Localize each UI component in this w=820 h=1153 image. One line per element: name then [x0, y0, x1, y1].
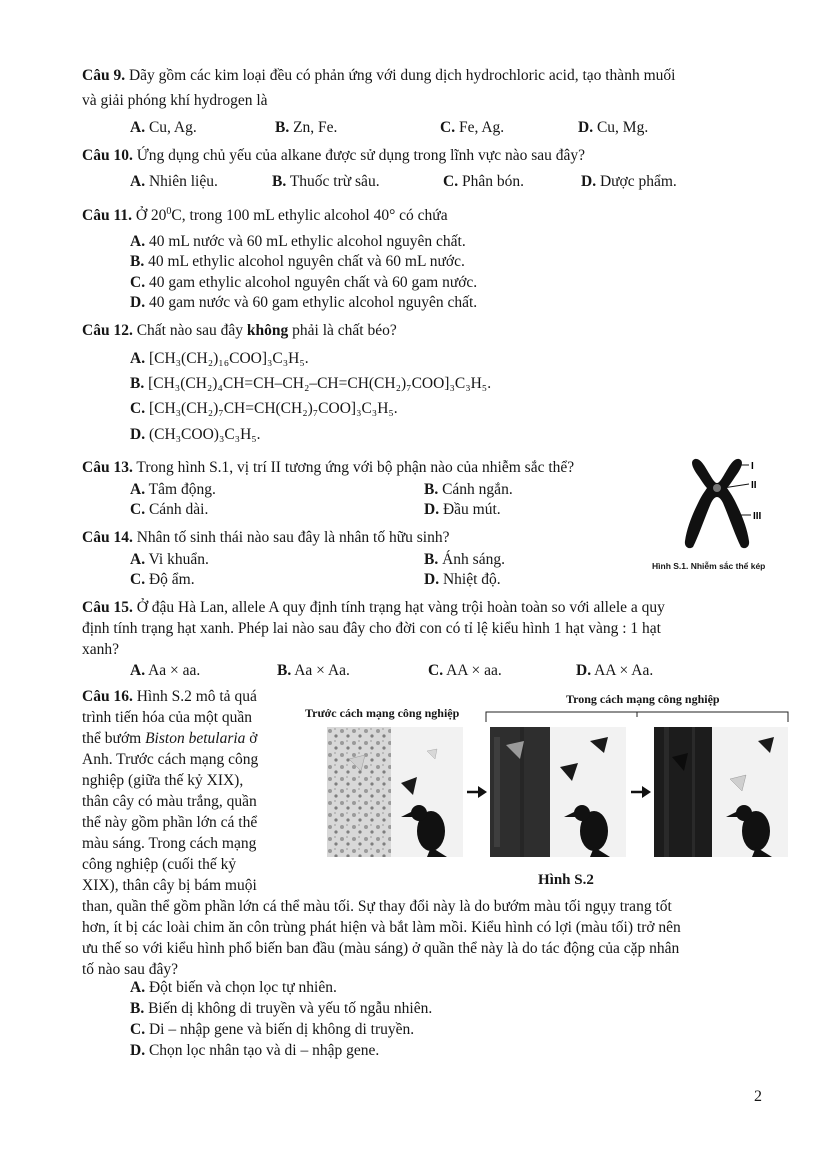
- option-text: Độ ẩm.: [145, 571, 195, 588]
- option-key: A.: [130, 551, 146, 568]
- q12-option-b[interactable]: [130, 374, 491, 394]
- q9-text-1: Dãy gồm các kim loại đều có phản ứng với dung dịch hydrochloric acid, tạo thành muối: [125, 67, 676, 84]
- q12-option-c[interactable]: [130, 399, 398, 419]
- option-key: B.: [130, 1000, 145, 1017]
- option-text: 40 mL ethylic alcohol nguyên chất và 60 mL nước.: [144, 253, 465, 270]
- option-key: A.: [130, 979, 146, 996]
- option-text: 40 gam ethylic alcohol nguyên chất và 60 gam nước.: [145, 274, 478, 291]
- q15-line1: [82, 598, 665, 618]
- q14-option-c[interactable]: [130, 570, 195, 590]
- q16-text: Hình S.2 mô tả quá: [132, 688, 257, 705]
- q12-text-post: phải là chất béo?: [288, 322, 397, 339]
- option-key: B.: [130, 375, 145, 392]
- chromosome-label-3: III: [753, 511, 762, 522]
- q12-option-a[interactable]: [130, 349, 309, 369]
- q14-stem: [82, 528, 449, 548]
- q14-option-a[interactable]: [130, 550, 209, 570]
- q13-label: Câu 13.: [82, 459, 133, 476]
- q15-option-d[interactable]: [576, 661, 653, 681]
- q10-text: Ứng dụng chủ yếu của alkane được sử dụng trong lĩnh vực nào sau đây?: [132, 147, 586, 164]
- option-key: B.: [424, 551, 439, 568]
- figure-s2-before-label: Trước cách mạng công nghiệp: [305, 706, 460, 720]
- option-text: Cánh ngắn.: [438, 481, 513, 498]
- q11-option-b[interactable]: [130, 252, 465, 272]
- option-key: D.: [424, 571, 440, 588]
- q11-option-d[interactable]: [130, 293, 477, 313]
- q10-option-c[interactable]: [443, 172, 524, 192]
- q16-line-11: than, quần thể gồm phần lớn cá thể màu tối. Sự thay đổi này là do bướm màu tối ngụy trang tốt: [82, 898, 672, 915]
- q12-option-d[interactable]: [130, 425, 261, 445]
- q9-option-d[interactable]: [578, 118, 648, 138]
- q15-text-1: Ở đậu Hà Lan, allele A quy định tính trạng hạt vàng trội hoàn toàn so với allele a quy: [132, 599, 665, 616]
- option-key: B.: [130, 253, 145, 270]
- option-key: A.: [130, 662, 146, 679]
- option-key: D.: [130, 1042, 146, 1059]
- q13-option-c[interactable]: [130, 500, 208, 520]
- option-key: A.: [130, 481, 146, 498]
- q15-option-c[interactable]: [428, 661, 502, 681]
- q16-option-b[interactable]: [130, 999, 432, 1019]
- q16-label: Câu 16.: [82, 688, 133, 705]
- q14-option-b[interactable]: [424, 550, 505, 570]
- option-formula: (CH₃COO)₃C₃H₅.: [148, 426, 261, 443]
- q9-label: Câu 9.: [82, 67, 126, 84]
- q9-option-a[interactable]: [130, 118, 197, 138]
- q15-line2: định tính trạng hạt xanh. Phép lai nào sau đây cho đời con có tỉ lệ kiểu hình 1 hạt vàng : 1 hạt: [82, 620, 661, 637]
- figure-s2-panel-during-2: [654, 727, 788, 857]
- option-formula: [CH₃(CH₂)₇CH=CH(CH₂)₇COO]₃C₃H₅.: [148, 400, 398, 417]
- q13-option-b[interactable]: [424, 480, 513, 500]
- page-number: 2: [754, 1088, 762, 1105]
- q16-line-9: công nghiệp (cuối thế kỷ: [82, 856, 237, 873]
- option-text: Dược phẩm.: [596, 173, 677, 190]
- q11-text-pre: Ở 20: [131, 207, 167, 224]
- option-text: Đột biến và chọn lọc tự nhiên.: [145, 979, 337, 996]
- q16-line-1: [82, 687, 257, 707]
- option-key: B.: [277, 662, 292, 679]
- option-text: AA × Aa.: [591, 662, 654, 679]
- q15-option-b[interactable]: [277, 661, 350, 681]
- arrow-right-icon: [466, 785, 488, 799]
- q16-option-d[interactable]: [130, 1041, 379, 1061]
- option-text: Vi khuẩn.: [145, 551, 209, 568]
- q11-option-a[interactable]: [130, 232, 466, 252]
- q14-label: Câu 14.: [82, 529, 133, 546]
- option-key: A.: [130, 173, 146, 190]
- option-text: Zn, Fe.: [289, 119, 338, 136]
- q13-text: Trong hình S.1, vị trí II tương ứng với bộ phận nào của nhiễm sắc thể?: [132, 459, 575, 476]
- q16-line-2: trình tiến hóa của một quần: [82, 709, 253, 726]
- q12-text-pre: Chất nào sau đây: [132, 322, 247, 339]
- q11-superscript: 0: [166, 206, 172, 217]
- option-key: C.: [130, 400, 146, 417]
- option-key: A.: [130, 350, 146, 367]
- option-key: A.: [130, 119, 146, 136]
- option-key: C.: [130, 501, 146, 518]
- figure-s2-panel-during-1: [490, 727, 626, 857]
- option-key: C.: [440, 119, 456, 136]
- q13-option-d[interactable]: [424, 500, 501, 520]
- figure-s2-panel-before: [327, 727, 463, 857]
- option-key: D.: [130, 426, 146, 443]
- q16-line-14: tố nào sau đây?: [82, 961, 178, 978]
- option-formula: [CH₃(CH₂)₄CH=CH–CH₂–CH=CH(CH₂)₇COO]₃C₃H₅.: [148, 375, 492, 392]
- option-text: Thuốc trừ sâu.: [286, 173, 380, 190]
- option-key: C.: [428, 662, 444, 679]
- light-tree-trunk: [327, 727, 391, 857]
- q15-option-a[interactable]: [130, 661, 200, 681]
- q15-label: Câu 15.: [82, 599, 133, 616]
- q16-line-6: thân cây có màu trắng, quần: [82, 793, 257, 810]
- q10-label: Câu 10.: [82, 147, 133, 164]
- q9-option-c[interactable]: [440, 118, 504, 138]
- centromere-marker: [713, 484, 721, 492]
- option-key: C.: [443, 173, 459, 190]
- option-text: Đầu mút.: [439, 501, 501, 518]
- q9-option-b[interactable]: [275, 118, 337, 138]
- option-key: D.: [581, 173, 597, 190]
- option-key: D.: [576, 662, 592, 679]
- chromosome-shape: [685, 459, 749, 548]
- q10-option-d[interactable]: [581, 172, 677, 192]
- chromosome-label-1: I: [751, 461, 754, 472]
- q16-line-4: Anh. Trước cách mạng công: [82, 751, 259, 768]
- q16-line-13: ưu thế so với kiểu hình phổ biến ban đầu (màu sáng) ở quần thể này là do tác động của cặp nhân: [82, 940, 680, 957]
- q10-stem: [82, 146, 585, 166]
- chromosome-label-2: II: [751, 480, 757, 491]
- q14-option-d[interactable]: [424, 570, 501, 590]
- option-key: D.: [130, 294, 146, 311]
- option-key: D.: [578, 119, 594, 136]
- option-text: Aa × aa.: [145, 662, 201, 679]
- q11-label: Câu 11.: [82, 207, 132, 224]
- q10-option-a[interactable]: [130, 172, 218, 192]
- option-formula: [CH₃(CH₂)₁₆COO]₃C₃H₅.: [148, 350, 309, 367]
- q11-text-post: C, trong 100 mL ethylic alcohol 40° có chứa: [171, 207, 448, 224]
- q16-line-12: hơn, ít bị các loài chim ăn côn trùng phát hiện và bắt làm mồi. Kiểu hình có lợi (màu tối) trở nên: [82, 919, 681, 936]
- option-text: 40 mL nước và 60 mL ethylic alcohol nguyên chất.: [145, 233, 466, 250]
- chromosome-figure: [675, 455, 785, 555]
- option-text: Cu, Mg.: [593, 119, 649, 136]
- option-text: Aa × Aa.: [291, 662, 350, 679]
- q12-emphasis: không: [246, 322, 289, 339]
- q16-species-name: Biston betularia: [145, 730, 246, 747]
- option-text: 40 gam nước và 60 gam ethylic alcohol nguyên chất.: [145, 294, 478, 311]
- option-text: Nhiên liệu.: [145, 173, 218, 190]
- q11-option-c[interactable]: [130, 273, 477, 293]
- option-text: Cánh dài.: [145, 501, 209, 518]
- option-key: B.: [275, 119, 290, 136]
- q16-text: ở: [245, 730, 258, 747]
- figure-s2-bracket: [484, 708, 790, 724]
- option-text: Nhiệt độ.: [439, 571, 501, 588]
- option-text: Phân bón.: [458, 173, 524, 190]
- option-text: Cu, Ag.: [145, 119, 197, 136]
- q15-line3: xanh?: [82, 641, 120, 658]
- q16-line-3: [82, 729, 258, 749]
- q16-option-c[interactable]: [130, 1020, 414, 1040]
- option-key: A.: [130, 233, 146, 250]
- q12-label: Câu 12.: [82, 322, 133, 339]
- option-key: D.: [424, 501, 440, 518]
- q16-option-a[interactable]: [130, 978, 337, 998]
- q12-stem: [82, 321, 397, 341]
- option-text: Biến dị không di truyền và yếu tố ngẫu nhiên.: [144, 1000, 433, 1017]
- option-text: Chọn lọc nhân tạo và di – nhập gene.: [145, 1042, 380, 1059]
- figure-s2-caption: Hình S.2: [538, 872, 594, 888]
- q14-text: Nhân tố sinh thái nào sau đây là nhân tố hữu sinh?: [132, 529, 450, 546]
- option-key: C.: [130, 274, 146, 291]
- q10-option-b[interactable]: [272, 172, 380, 192]
- q13-option-a[interactable]: [130, 480, 216, 500]
- option-text: Ánh sáng.: [438, 551, 505, 568]
- option-text: Di – nhập gene và biến dị không di truyền.: [145, 1021, 415, 1038]
- q9-line1: [82, 66, 675, 86]
- figure-s1-caption: Hình S.1. Nhiễm sắc thể kép: [652, 561, 766, 571]
- option-key: B.: [424, 481, 439, 498]
- q16-line-7: thể này gồm phần lớn cá thể: [82, 814, 258, 831]
- dark-tree-trunk: [654, 727, 712, 857]
- q16-line-5: nghiệp (giữa thế kỷ XIX),: [82, 772, 244, 789]
- figure-s2-during-label: Trong cách mạng công nghiệp: [566, 692, 720, 706]
- option-key: C.: [130, 1021, 146, 1038]
- option-key: B.: [272, 173, 287, 190]
- q13-stem: [82, 458, 574, 478]
- option-text: Fe, Ag.: [455, 119, 505, 136]
- option-key: C.: [130, 571, 146, 588]
- q9-line2: và giải phóng khí hydrogen là: [82, 92, 268, 109]
- q11-stem: [82, 206, 448, 226]
- q16-line-8: màu sáng. Trong cách mạng: [82, 835, 257, 852]
- arrow-right-icon: [630, 785, 652, 799]
- option-text: AA × aa.: [443, 662, 502, 679]
- q16-text: thể bướm: [82, 730, 146, 747]
- option-text: Tâm động.: [145, 481, 216, 498]
- q16-line-10: XIX), thân cây bị bám muội: [82, 877, 257, 894]
